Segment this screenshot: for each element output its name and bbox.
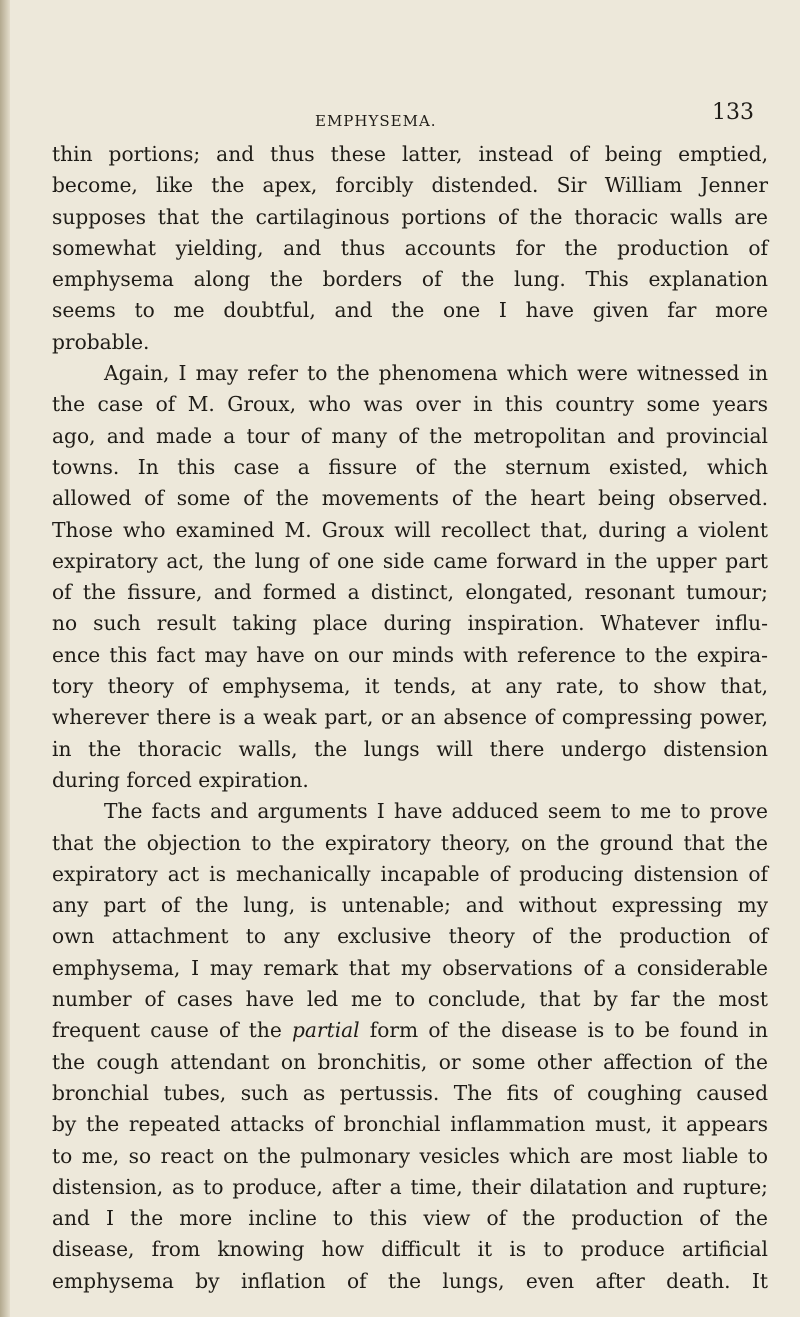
text-line: by the repeated attacks of bronchial inflammation must, it appears xyxy=(52,1112,768,1137)
page-spine-shadow xyxy=(0,0,10,1317)
text-line: somewhat yielding, and thus accounts for the production of xyxy=(52,235,768,260)
page-header xyxy=(0,100,800,136)
text-line: emphysema, I may remark that my observations of a considerable xyxy=(52,955,768,980)
text-line: expiratory act is mechanically incapable of producing distension of xyxy=(52,861,768,886)
text-line: own attachment to any exclusive theory of the production of xyxy=(52,924,768,949)
text-line: disease, from knowing how difficult it is to produce artificial xyxy=(52,1237,768,1262)
text-line: expiratory act, the lung of one side came forward in the upper part xyxy=(52,548,768,573)
text-line: The facts and arguments I have adduced seem to me to prove xyxy=(104,799,768,824)
text-line: Those who examined M. Groux will recollect that, during a violent xyxy=(52,517,768,542)
text-line: that the objection to the expiratory theory, on the ground that the xyxy=(52,830,768,855)
text-line: of the fissure, and formed a distinct, elongated, resonant tumour; xyxy=(52,580,768,605)
text-line: ago, and made a tour of many of the metropolitan and provincial xyxy=(52,423,768,448)
text-line: allowed of some of the movements of the heart being observed. xyxy=(52,486,768,511)
text-line: and I the more incline to this view of the production of the xyxy=(52,1206,768,1231)
text-line: wherever there is a weak part, or an absence of compressing power, xyxy=(52,705,768,730)
text-line: emphysema along the borders of the lung. This explanation xyxy=(52,267,768,292)
text-line: supposes that the cartilaginous portions of the thoracic walls are xyxy=(52,204,768,229)
text-line: frequent cause of the partial form of the disease is to be found in xyxy=(52,1018,769,1043)
text-line: become, like the apex, forcibly distended. Sir William Jenner xyxy=(52,173,768,198)
running-title: EMPHYSEMA. xyxy=(315,112,437,130)
text-line: any part of the lung, is untenable; and without expressing my xyxy=(52,893,768,918)
page-number: 133 xyxy=(712,100,754,125)
text-line: bronchial tubes, such as pertussis. The fits of coughing caused xyxy=(52,1080,768,1105)
text-line: emphysema by inflation of the lungs, even after death. It xyxy=(52,1268,768,1293)
text-line: to me, so react on the pulmonary vesicles which are most liable to xyxy=(52,1143,768,1168)
text-line: ence this fact may have on our minds with reference to the expira- xyxy=(52,642,768,667)
text-line: number of cases have led me to conclude, that by far the most xyxy=(52,987,768,1012)
text-line: in the thoracic walls, the lungs will there undergo distension xyxy=(52,736,768,761)
text-line: during forced expiration. xyxy=(52,767,309,792)
text-line: seems to me doubtful, and the one I have given far more xyxy=(52,298,768,323)
text-line: thin portions; and thus these latter, instead of being emptied, xyxy=(52,142,768,166)
text-line: towns. In this case a fissure of the sternum existed, which xyxy=(52,454,768,479)
text-line: probable. xyxy=(52,329,150,354)
text-line: the case of M. Groux, who was over in this country some years xyxy=(52,392,768,417)
text-line: Again, I may refer to the phenomena which were witnessed in xyxy=(104,361,768,386)
emphasis: partial xyxy=(291,1018,360,1043)
body-text xyxy=(52,139,768,1297)
text-line: distension, as to produce, after a time, their dilatation and rupture; xyxy=(52,1174,768,1199)
text-line: tory theory of emphysema, it tends, at any rate, to show that, xyxy=(52,674,768,699)
text-line: the cough attendant on bronchitis, or some other affection of the xyxy=(52,1049,768,1074)
text-line: no such result taking place during inspiration. Whatever influ- xyxy=(52,611,768,636)
